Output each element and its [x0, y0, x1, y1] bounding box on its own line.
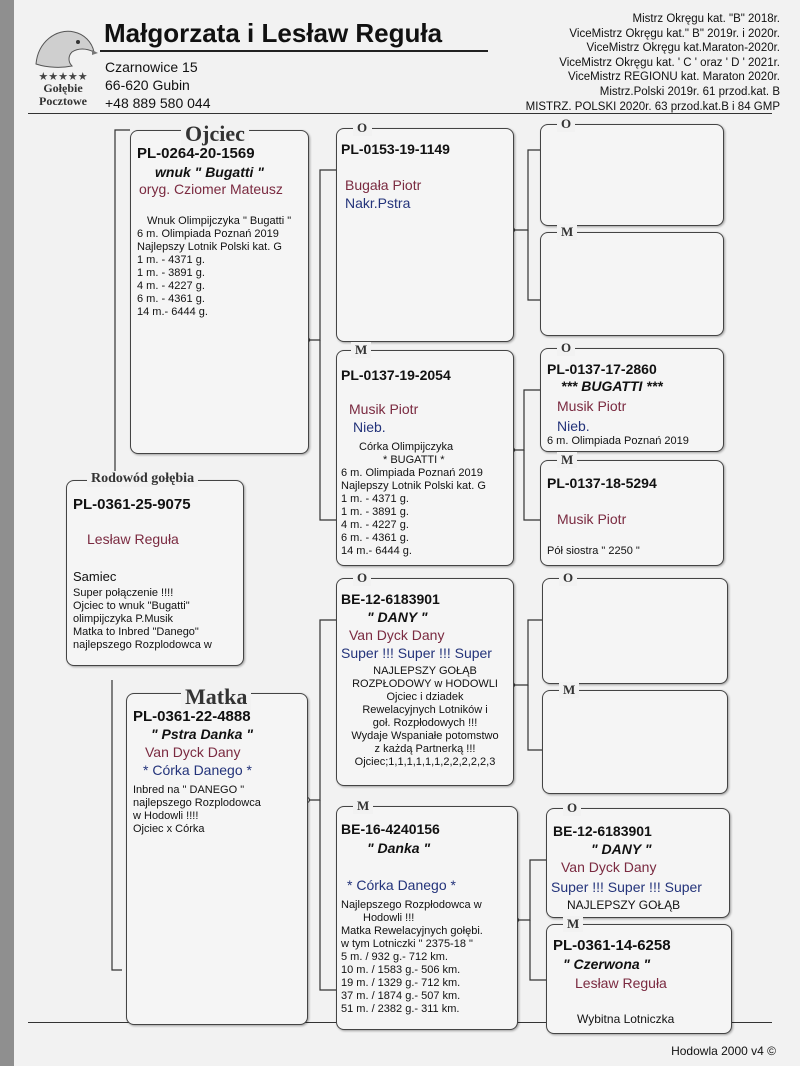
father-nickname: wnuk " Bugatti " [155, 164, 264, 180]
mgf-notes [339, 665, 511, 769]
note-line: najlepszego Rozplodowca w [73, 639, 212, 651]
mgm-ring: BE-16-4240156 [341, 821, 440, 837]
mfm-label: M [559, 682, 579, 698]
fff-label: O [557, 116, 575, 132]
phone-number: +48 889 580 044 [105, 95, 211, 111]
note-line: ROZPŁODOWY w HODOWLI [352, 678, 498, 690]
note-line: Hodowli !!! [363, 912, 415, 924]
pgf-color: Nakr.Pstra [345, 195, 411, 211]
main-pigeon-sex: Samiec [73, 569, 117, 584]
mother-ring: PL-0361-22-4888 [133, 708, 251, 725]
ggp-fff-card [540, 116, 724, 226]
mgm-nickname: " Danka " [367, 840, 431, 856]
note-line: goł. Rozpłodowych !!! [372, 717, 478, 729]
note-line: 14 m.- 6444 g. [137, 306, 208, 318]
mmf-ring: BE-12-6183901 [553, 823, 652, 839]
note-line: Ojciec;1,1,1,1,1,1,2,2,2,2,2,3 [354, 756, 496, 768]
fmf-label: O [557, 340, 575, 356]
fmm-note: Pół siostra " 2250 " [547, 545, 640, 557]
main-pigeon-ring: PL-0361-25-9075 [73, 496, 191, 513]
main-pigeon-owner: Lesław Reguła [87, 531, 179, 547]
mmm-nickname: " Czerwona " [563, 956, 651, 972]
ffm-label: M [557, 224, 577, 240]
father-card [130, 121, 309, 454]
mgf-label: O [353, 570, 371, 586]
fmm-label: M [557, 452, 577, 468]
note-line: * BUGATTI * [383, 454, 445, 466]
note-line: Rewelacyjnych Lotników i [362, 704, 488, 716]
note-line: olimpijczyka P.Musik [73, 613, 174, 625]
mother-notes [133, 784, 261, 836]
note-line: Wydaje Wspaniałe potomstwo [351, 730, 499, 742]
note-line: w Hodowli !!!! [133, 810, 199, 822]
mmf-nickname: " DANY " [591, 841, 652, 857]
note-line: 4 m. - 4227 g. [341, 519, 409, 531]
fmf-note: 6 m. Olimpiada Poznań 2019 [547, 435, 689, 447]
note-line: z każdą Partnerką !!! [374, 743, 476, 755]
note-line: Najlepszego Rozpłodowca w [341, 899, 482, 911]
achievement: Mistrz Okręgu kat. "B" 2018r. [632, 13, 780, 25]
logo-text-line2: Pocztowe [39, 94, 87, 108]
note-line: 14 m.- 6444 g. [341, 545, 412, 557]
mgf-owner: Van Dyck Dany [349, 627, 445, 643]
note-line: NAJLEPSZY GOŁĄB [373, 665, 477, 677]
mgf-nickname: " DANY " [367, 609, 428, 625]
ggp-mfm-card [542, 682, 728, 794]
paternal-grandmother-card [336, 342, 514, 566]
fmm-owner: Musik Piotr [557, 511, 627, 527]
note-line: 51 m. / 2382 g.- 311 km. [341, 1003, 460, 1015]
main-pigeon-notes [73, 587, 212, 652]
pgm-owner: Musik Piotr [349, 401, 419, 417]
mgm-label: M [353, 798, 373, 814]
note-line: 1 m. - 4371 g. [341, 493, 409, 505]
software-footer: Hodowla 2000 v4 © [671, 1044, 776, 1058]
note-line: 6 m. - 4361 g. [137, 293, 205, 305]
main-pigeon-label: Rodowód gołębia [87, 471, 198, 487]
logo-text-line1: Gołębie [43, 81, 83, 95]
note-line: 10 m. / 1583 g.- 506 km. [341, 964, 461, 976]
achievement: ViceMistrz Okręgu kat.Maraton-2020r. [586, 42, 780, 55]
ggp-fmm-card [540, 452, 724, 566]
mgm-notes [341, 899, 483, 1016]
achievement: ViceMistrz Okręgu kat. ' C ' oraz ' D ' 2021r. [559, 56, 780, 69]
main-pigeon-card [66, 471, 244, 666]
mgf-slogan: Super !!! Super !!! Super [341, 645, 492, 661]
mmf-label: O [563, 800, 581, 816]
pgf-ring: PL-0153-19-1149 [341, 141, 450, 157]
ggp-mff-card [542, 570, 728, 684]
mother-nickname: " Pstra Danka " [151, 726, 253, 742]
note-line: Ojciec to wnuk "Bugatti" [73, 600, 190, 612]
mmm-owner: Lesław Reguła [575, 975, 667, 991]
ggp-mmm-card [546, 916, 732, 1034]
ggp-fmf-card [540, 340, 724, 452]
note-line: Wnuk Olimpijczyka " Bugatti " [147, 215, 292, 227]
note-line: Ojciec i dziadek [386, 691, 464, 703]
mmf-owner: Van Dyck Dany [561, 859, 657, 875]
mmf-slogan: Super !!! Super !!! Super [551, 879, 702, 895]
note-line: 6 m. Olimpiada Poznań 2019 [341, 467, 483, 479]
note-line: 1 m. - 3891 g. [341, 506, 409, 518]
pgf-label: O [353, 120, 372, 136]
pgm-notes [341, 441, 486, 558]
mother-label: Matka [181, 684, 251, 710]
pgm-ring: PL-0137-19-2054 [341, 367, 451, 383]
pgm-label: M [351, 342, 371, 358]
address-line1: Czarnowice 15 [105, 59, 198, 75]
note-line: Inbred na " DANEGO " [133, 784, 245, 796]
mmf-note: NAJLEPSZY GOŁĄB [567, 898, 681, 912]
pgm-color: Nieb. [353, 419, 386, 435]
ggp-mmf-card [546, 800, 730, 918]
fmf-owner: Musik Piotr [557, 398, 627, 414]
note-line: 5 m. / 932 g.- 712 km. [341, 951, 448, 963]
note-line: 37 m. / 1874 g.- 507 km. [341, 990, 461, 1002]
note-line: Córka Olimpijczyka [359, 441, 454, 453]
father-owner: oryg. Cziomer Mateusz [139, 181, 283, 197]
note-line: 1 m. - 3891 g. [137, 267, 205, 279]
achievement: ViceMistrz REGIONU kat. Maraton 2020r. [568, 71, 780, 84]
maternal-grandmother-card [336, 798, 518, 1030]
note-line: Najlepszy Lotnik Polski kat. G [137, 241, 282, 253]
svg-text:★★★★★: ★★★★★ [38, 70, 88, 83]
address-line2: 66-620 Gubin [105, 77, 190, 93]
note-line: Matka to Inbred "Danego" [73, 626, 199, 638]
mgf-ring: BE-12-6183901 [341, 591, 440, 607]
father-label: Ojciec [181, 121, 249, 147]
pgf-owner: Bugała Piotr [345, 177, 422, 193]
fmf-nickname: *** BUGATTI *** [561, 378, 663, 394]
mmm-note: Wybitna Lotniczka [577, 1012, 675, 1026]
ggp-ffm-card [540, 224, 724, 336]
mff-label: O [559, 570, 577, 586]
fmm-ring: PL-0137-18-5294 [547, 475, 657, 491]
mmm-ring: PL-0361-14-6258 [553, 937, 671, 954]
fmf-color: Nieb. [557, 418, 590, 434]
mother-owner: Van Dyck Dany [145, 744, 241, 760]
note-line: Super połączenie !!!! [73, 587, 174, 599]
note-line: 19 m. / 1329 g.- 712 km. [341, 977, 461, 989]
note-line: najlepszego Rozplodowca [133, 797, 261, 809]
note-line: 4 m. - 4227 g. [137, 280, 205, 292]
mother-card [126, 684, 308, 1025]
mmm-label: M [563, 916, 583, 932]
mgm-extra: * Córka Danego * [347, 877, 456, 893]
achievement: Mistrz.Polski 2019r. 61 przod.kat. B [599, 85, 780, 98]
achievement: MISTRZ. POLSKI 2020r. 63 przod.kat.B i 84 GMP [525, 100, 780, 113]
achievement: ViceMistrz Okręgu kat." B" 2019r. i 2020r. [569, 27, 780, 40]
note-line: Matka Rewelacyjnych gołębi. [341, 925, 483, 937]
father-notes [137, 215, 305, 319]
note-line: Ojciec x Córka [133, 823, 205, 835]
note-line: 1 m. - 4371 g. [137, 254, 205, 266]
mother-extra: * Córka Danego * [143, 762, 252, 778]
note-line: Najlepszy Lotnik Polski kat. G [341, 480, 486, 492]
fmf-ring: PL-0137-17-2860 [547, 361, 657, 377]
note-line: w tym Lotniczki " 2375-18 " [341, 938, 473, 950]
father-ring: PL-0264-20-1569 [137, 145, 255, 162]
breeder-name: Małgorzata i Lesław Reguła [104, 18, 443, 48]
note-line: 6 m. Olimpiada Poznań 2019 [137, 228, 279, 240]
paternal-grandfather-card [336, 120, 514, 342]
maternal-grandfather-card [336, 570, 514, 786]
note-line: 6 m. - 4361 g. [341, 532, 409, 544]
